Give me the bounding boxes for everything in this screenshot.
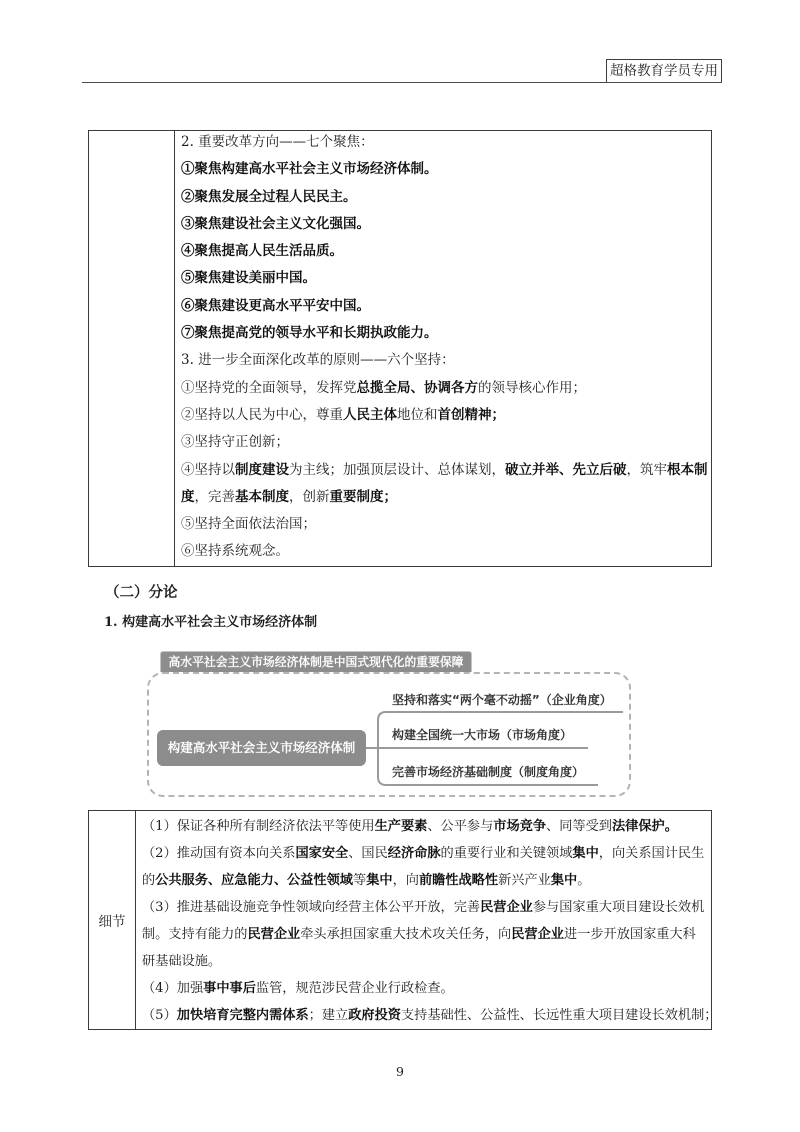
text-line — [142, 975, 711, 1002]
text-run: 为主线；加强顶层设计、总体谋划， — [289, 461, 505, 478]
text-run: ，创新 — [289, 488, 330, 505]
text-run: （3）推进基础设施竞争性领域向经营主体公平开放，完善 — [142, 899, 481, 915]
text-run: 新兴产业 — [498, 872, 551, 888]
text-line — [181, 375, 711, 402]
text-line — [181, 156, 711, 183]
text-run: 监管，规范涉民营企业行政检查。 — [255, 980, 454, 996]
text-line — [142, 813, 711, 840]
bold-text-run: 总揽全局、协调各方 — [356, 379, 478, 396]
bold-text-run: 集中 — [550, 872, 578, 888]
text-line — [181, 457, 711, 484]
text-run: （5） — [142, 1007, 177, 1023]
diagram-branch-institution: 完善市场经济基础制度（制度角度） — [392, 765, 585, 779]
bold-text-run: 破立并举、先立后破 — [505, 461, 627, 478]
page-number: 9 — [396, 1064, 404, 1079]
text-line — [142, 948, 711, 975]
section-heading: （二）分论 — [105, 584, 178, 601]
bold-text-run: 民营企业 — [480, 899, 533, 915]
text-run: （4）加强 — [142, 980, 204, 996]
text-line — [181, 238, 711, 265]
bold-text-run: 生产要素 — [374, 818, 428, 834]
text-run: ，向关系国计民生 — [598, 845, 705, 861]
bold-text-run: 首创精神； — [437, 406, 505, 423]
text-run: （1）保证各种所有制经济依法平等使用 — [142, 818, 375, 834]
diagram-title-tab: 高水平社会主义市场经济体制是中国式现代化的重要保障 — [160, 651, 472, 672]
text-line — [181, 184, 711, 211]
text-run: 地位和 — [397, 406, 438, 423]
bold-text-run: ⑥聚焦建设更高水平平安中国。 — [181, 297, 370, 314]
bold-text-run: 制度建设 — [235, 461, 289, 478]
bold-text-run: 事中事后 — [203, 980, 256, 996]
text-line — [142, 921, 711, 948]
text-line — [142, 894, 711, 921]
text-run: ②坚持以人民为中心，尊重 — [181, 406, 343, 423]
text-line — [181, 129, 711, 156]
text-run: ①坚持党的全面领导，发挥党 — [181, 379, 357, 396]
diagram-branch-enterprise: 坚持和落实“两个毫不动摇”（企业角度） — [392, 693, 612, 707]
subsection-heading: 1. 构建高水平社会主义市场经济体制 — [104, 615, 318, 630]
bold-text-run: 民营企业 — [247, 926, 301, 942]
bold-text-run: 前瞻性战略性 — [418, 872, 499, 888]
bold-text-run: ⑤聚焦建设美丽中国。 — [181, 270, 316, 287]
bold-text-run: 人民主体 — [343, 406, 397, 423]
text-run: 3. 进一步全面深化改革的原则——六个坚持： — [181, 352, 455, 369]
bold-text-run: 公共服务、应急能力、公益性领域 — [155, 872, 353, 888]
text-line — [142, 840, 711, 867]
details-table — [88, 810, 718, 1030]
text-run: ⑤坚持全面依法治国； — [181, 516, 316, 533]
details-label-cell — [89, 811, 136, 1029]
header-rule — [82, 82, 722, 83]
details-content-cell — [136, 811, 718, 1029]
reform-table-content-cell — [175, 129, 711, 566]
text-run: 等 — [353, 872, 367, 888]
bold-text-run: ⑦聚焦提高党的领导水平和长期执政能力。 — [181, 325, 438, 342]
bold-text-run: ②聚焦发展全过程人民民主。 — [181, 188, 357, 205]
text-line — [142, 1002, 718, 1029]
text-run: 、公平参与 — [427, 818, 494, 834]
bold-text-run: 基本制度 — [235, 488, 289, 505]
bold-text-run: 政府投资 — [348, 1007, 401, 1023]
text-line — [181, 484, 711, 511]
bold-text-run: 市场竞争 — [493, 818, 547, 834]
bold-text-run: 国家安全 — [295, 845, 349, 861]
text-run: 2. 重要改革方向——七个聚焦： — [181, 134, 374, 150]
text-run: ；建立 — [308, 1007, 349, 1023]
text-run: 。 — [577, 872, 591, 888]
text-run: 的领导核心作用； — [478, 379, 586, 396]
text-line — [181, 265, 711, 292]
diagram-branch-market: 构建全国统一大市场（市场角度） — [392, 728, 573, 742]
text-run: ，向 — [392, 872, 419, 888]
text-run: 进一步开放国家重大科 — [564, 926, 696, 942]
reform-table — [88, 130, 712, 567]
diagram-center-node: 构建高水平社会主义市场经济体制 — [157, 730, 366, 766]
text-run: 的 — [142, 872, 156, 888]
text-run: 研基础设施。 — [142, 953, 222, 969]
text-line — [181, 347, 711, 374]
text-run: 制。支持有能力的 — [142, 926, 248, 942]
reform-table-left-cell — [89, 131, 175, 566]
bold-text-run: 民营企业 — [511, 926, 564, 942]
text-run: （2）推动国有资本向关系 — [142, 845, 296, 861]
text-run: ，筑牢 — [626, 461, 667, 478]
text-line — [181, 211, 711, 238]
bold-text-run: 根本制 — [667, 461, 708, 478]
bold-text-run: 经济命脉 — [387, 845, 441, 861]
text-run: 牵头承担国家重大技术攻关任务，向 — [300, 926, 512, 942]
text-run: ⑥坚持系统观念。 — [181, 543, 289, 560]
text-run: 支持基础性、公益性、长远性重大项目建设长效机制； — [400, 1007, 718, 1023]
bold-text-run: ④聚焦提高人民生活品质。 — [181, 243, 343, 260]
bold-text-run: 集中 — [572, 845, 599, 861]
bold-text-run: 集中 — [366, 872, 393, 888]
text-run: 的重要行业和关键领域 — [440, 845, 573, 861]
text-line — [181, 320, 711, 347]
bold-text-run: ①聚焦构建高水平社会主义市场经济体制。 — [181, 161, 438, 178]
text-run: ③坚持守正创新； — [181, 434, 289, 451]
text-run: 参与国家重大项目建设长效机 — [532, 899, 705, 915]
bold-text-run: 法律保护。 — [611, 818, 678, 834]
text-line — [181, 538, 711, 565]
text-run: ，完善 — [194, 488, 235, 505]
text-run: 、国民 — [348, 845, 388, 861]
header-badge: 超格教育学员专用 — [606, 59, 722, 83]
text-run: 、同等受到 — [546, 818, 612, 834]
bold-text-run: 度 — [181, 488, 195, 505]
text-run: ④坚持以 — [181, 461, 235, 478]
details-label: 细节 — [98, 914, 126, 930]
bold-text-run: 重要制度； — [329, 488, 397, 505]
text-line — [181, 429, 711, 456]
text-line — [142, 867, 711, 894]
text-line — [181, 293, 711, 320]
text-line — [181, 511, 711, 538]
bold-text-run: ③聚焦建设社会主义文化强国。 — [181, 215, 370, 232]
bold-text-run: 加快培育完整内需体系 — [176, 1007, 309, 1023]
text-line — [181, 402, 711, 429]
